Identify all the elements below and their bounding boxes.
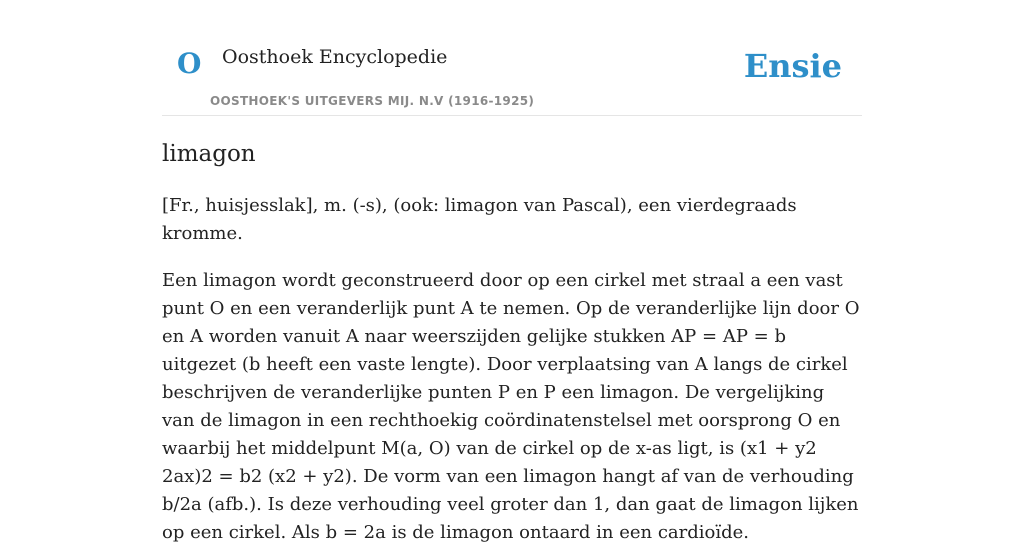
entry-content xyxy=(162,138,862,547)
entry-headword: limagon xyxy=(162,141,256,167)
entry-body: Een limagon wordt geconstrueerd door op een cirkel met straal a een vast punt O en een veranderlijk punt A te nemen. Op de veranderlijke lijn door O en A worden vanuit A naar weerszijden gelijke stukken AP = AP = b uitgezet (b heeft een vaste lengte). Door verplaatsing van A langs de cirkel beschrijven de veranderlijke punten P en P een limagon. De vergelijking van de limagon in een rechthoekig coördinatenstelsel met oorsprong O en waarbij het middelpunt M(a, O) van de cirkel op de x-as ligt, is (x1 + y2 2ax)2 = b2 (x2 + y2). De vorm van een limagon hangt af van de verhouding b/2a (afb.). Is deze verhouding veel groter dan 1, dan gaat de limagon lijken op een cirkel. Als b = 2a is de limagon ontaard in een cardioïde. xyxy=(162,270,860,543)
ensie-logo[interactable]: Ensie xyxy=(743,47,842,85)
header xyxy=(162,0,862,116)
book-letter-logo[interactable]: O xyxy=(177,47,202,80)
book-title-link[interactable]: Oosthoek Encyclopedie xyxy=(222,46,448,68)
book-publisher: OOSTHOEK'S UITGEVERS MIJ. N.V (1916-1925) xyxy=(210,94,535,108)
entry-definition: [Fr., huisjesslak], m. (-s), (ook: limagon van Pascal), een vierdegraads kromme. xyxy=(162,195,797,244)
